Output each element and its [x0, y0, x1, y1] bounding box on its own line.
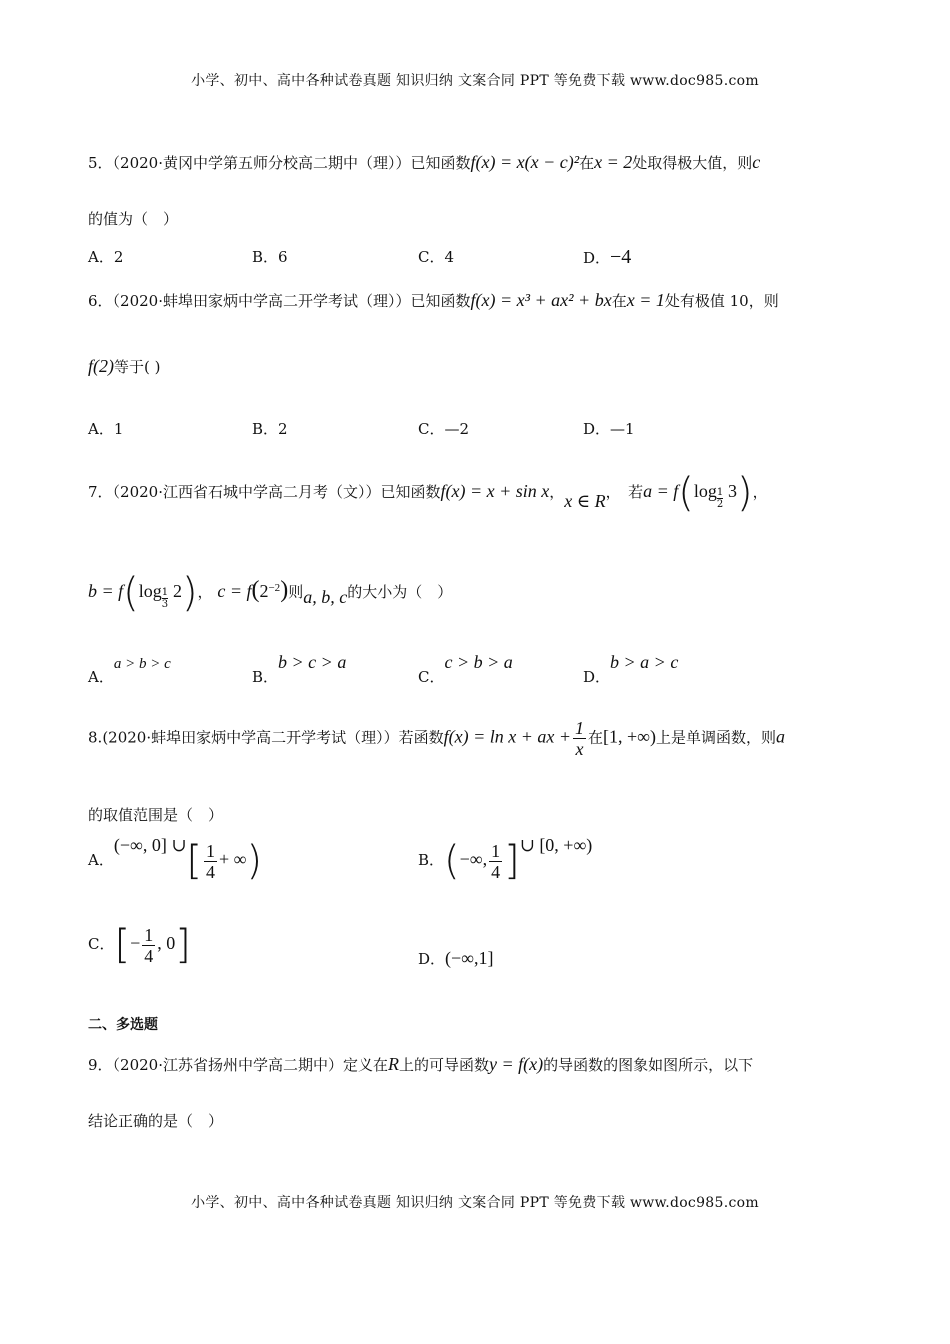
section-multiple-choice-title: 二、多选题	[88, 1017, 158, 1033]
q8-option-a-pre: (−∞, 0] ∪	[113, 835, 187, 855]
q6-tail: 处有极值 10，则	[664, 292, 779, 310]
q5-tail: 处取得极大值，则	[632, 154, 753, 172]
q7-option-d-label: D．	[583, 668, 611, 686]
q8-option-d-math: (−∞,1]	[445, 948, 494, 968]
q6-function: f(x) = x³ + ax² + bx	[470, 290, 612, 310]
q9-function: y = f(x)	[489, 1054, 544, 1074]
q6-option-d[interactable]: D．—1	[583, 420, 635, 438]
q8-option-a-post: + ∞	[219, 849, 247, 869]
q8-option-b-pre: −∞,	[459, 849, 488, 869]
q8-option-a-label: A．	[88, 851, 114, 869]
q8-option-b[interactable]: B．(−∞, $\frac{1}{4}$ ]∪ [0, +∞)	[418, 835, 593, 884]
q8-source: (2020·蚌埠田家炳中学高二开学考试（理））若函数	[102, 728, 444, 747]
page-header: 小学、初中、高中各种试卷真题 知识归纳 文案合同 PPT 等免费下载 www.doc985.com	[191, 73, 759, 89]
question-9-line2: 结论正确的是（ ）	[88, 1112, 224, 1130]
q8-option-d[interactable]	[418, 948, 494, 969]
q9-set-r: R	[388, 1054, 399, 1074]
q7-option-c-math: c > b > a	[444, 652, 513, 672]
q8-function: f(x) = ln x + ax +	[443, 726, 572, 747]
question-7-line2: b = f(log $\frac{1}{3}$ 2)， $c = f(2^{-2})$则a, b, c的大小为（ ）	[88, 570, 453, 616]
q6-number: 6．	[88, 292, 113, 310]
q6-expr: f(2)	[88, 356, 114, 376]
q7-function: f(x) = x + sin x	[440, 481, 550, 501]
q7-a-lhs: a = f	[643, 481, 679, 501]
q7-option-a-math: a > b > c	[113, 656, 171, 672]
q7-b-lhs: b = f	[88, 581, 124, 601]
q7-ask: 的大小为（ ）	[347, 583, 453, 601]
question-8-line2: 的取值范围是（ ）	[88, 806, 224, 824]
q8-option-b-label: B．	[418, 851, 445, 869]
q8-option-c-frac: $\frac{1}{4}$	[144, 924, 154, 966]
q9-tail: 的导函数的图象如图所示，以下	[543, 1056, 754, 1074]
q7-option-b-label: B．	[252, 668, 279, 686]
question-8-line1	[88, 718, 785, 759]
question-5-line2: 的值为（ ）	[88, 210, 179, 228]
q8-option-d-label: D．	[418, 950, 446, 968]
question-6-line2	[88, 356, 160, 377]
q7-ruo: ， 若	[605, 483, 644, 501]
question-6-line1	[88, 290, 779, 311]
q5-option-a[interactable]: A．2	[88, 248, 124, 266]
q7-option-a-label: A．	[88, 668, 114, 686]
q8-option-a[interactable]: A．(−∞, 0] ∪[ $\frac{1}{4}$ + ∞)	[88, 835, 263, 884]
q7-option-b-math: b > c > a	[278, 652, 347, 672]
q6-option-b[interactable]: B．2	[252, 420, 288, 438]
q7-a-log: log	[693, 481, 717, 501]
q7-number: 7．	[88, 483, 113, 501]
q6-condition: x = 1	[626, 290, 665, 310]
q8-option-b-post: ∪ [0, +∞)	[519, 835, 593, 855]
q8-var: a	[776, 726, 786, 747]
q7-a-base: $\frac{1}{2}$	[716, 487, 724, 510]
q7-c-exp: −2	[268, 582, 281, 594]
question-5-line1	[88, 152, 760, 173]
q7-option-d-math: b > a > c	[610, 652, 679, 672]
q6-ask: 等于( )	[114, 358, 161, 376]
q5-function: f(x) = x(x − c)²	[470, 152, 580, 172]
q8-func-frac: $\frac{1}{x}$	[575, 718, 585, 759]
q8-option-b-frac: $\frac{1}{4}$	[491, 840, 501, 882]
q5-option-b[interactable]: B．6	[252, 248, 288, 266]
q6-option-c[interactable]: C．—2	[418, 420, 470, 438]
q7-ze: 则	[288, 583, 304, 601]
q8-option-c-pre: −	[130, 933, 141, 953]
q7-option-c[interactable]	[418, 652, 513, 687]
question-7-line1: 7．（2020·江西省石城中学高二月考（文））已知函数f(x) = x + sin x，x ∈ R， 若a = f(log $\frac{1}{2}$ 3)，	[88, 470, 768, 516]
q5-option-d[interactable]	[583, 246, 631, 269]
q8-option-a-frac: $\frac{1}{4}$	[206, 840, 216, 882]
q7-source: （2020·江西省石城中学高二月考（文））已知函数	[112, 483, 441, 501]
q7-b-log: log	[138, 581, 162, 601]
q5-var: c	[752, 152, 761, 172]
q7-option-c-label: C．	[418, 668, 445, 686]
q8-option-c-post: , 0	[157, 933, 176, 953]
q5-option-d-label: D．	[583, 249, 611, 267]
q5-source: （2020·黄冈中学第五师分校高二期中（理））已知函数	[112, 154, 471, 172]
q7-c-base: 2	[259, 581, 269, 601]
q9-source: （2020·江苏省扬州中学高二期中）定义在	[112, 1056, 388, 1074]
q7-option-d[interactable]	[583, 652, 679, 687]
question-9-line1	[88, 1054, 753, 1075]
q5-option-d-value: −4	[610, 246, 632, 268]
q7-a-arg: 3	[728, 481, 738, 501]
q5-condition: x = 2	[594, 152, 633, 172]
q7-domain: x ∈ R	[564, 491, 606, 511]
q8-option-c[interactable]: C．[− $\frac{1}{4}$ , 0]	[88, 922, 191, 968]
q8-interval: [1, +∞)	[603, 726, 657, 747]
q5-mid: 在	[579, 154, 595, 172]
q6-mid: 在	[611, 292, 627, 310]
q7-c-lhs: c = f	[217, 581, 252, 601]
q6-option-a[interactable]: A．1	[88, 420, 124, 438]
q9-number: 9．	[88, 1056, 113, 1074]
q6-source: （2020·蚌埠田家炳中学高二开学考试（理））已知函数	[112, 292, 471, 310]
page-footer: 小学、初中、高中各种试卷真题 知识归纳 文案合同 PPT 等免费下载 www.doc985.com	[191, 1195, 759, 1211]
q9-mid: 上的可导函数	[399, 1056, 490, 1074]
q8-tail: 上是单调函数，则	[656, 728, 777, 747]
q7-option-b[interactable]	[252, 652, 347, 687]
q8-mid: 在	[588, 728, 604, 747]
q5-option-c[interactable]: C．4	[418, 248, 455, 266]
q8-option-c-label: C．	[88, 935, 115, 953]
q5-number: 5．	[88, 154, 113, 172]
q7-b-arg: 2	[172, 581, 182, 601]
q7-b-base: $\frac{1}{3}$	[161, 587, 169, 610]
q7-vars: a, b, c	[303, 587, 348, 607]
q7-option-a[interactable]	[88, 656, 171, 687]
q7-comma: ，	[549, 483, 565, 501]
q8-number: 8.	[88, 728, 103, 747]
